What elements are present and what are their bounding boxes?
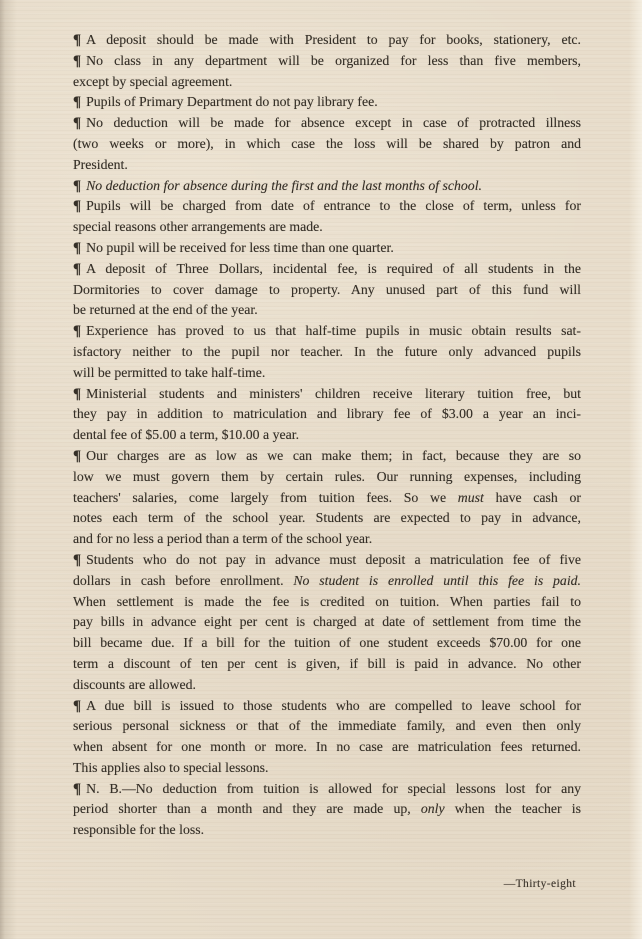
text-line bbox=[73, 550, 581, 571]
text-run: will be permitted to take half-time. bbox=[73, 364, 266, 380]
pilcrow-icon: ¶ bbox=[73, 177, 82, 194]
paragraph bbox=[73, 51, 581, 93]
paragraph bbox=[73, 321, 581, 383]
text-line bbox=[73, 633, 581, 654]
pilcrow-icon: ¶ bbox=[73, 260, 82, 277]
text-line bbox=[73, 134, 581, 155]
text-line bbox=[73, 92, 581, 113]
text-run: Experience has proved to us that half-time pupils in music obtain results sat- bbox=[86, 323, 581, 339]
text-run: Students who do not pay in advance must deposit a matriculation fee of five bbox=[86, 551, 581, 567]
text-run: serious personal sickness or that of the immediate family, and even then only bbox=[73, 718, 581, 734]
text-run: responsible for the loss. bbox=[73, 822, 205, 838]
text-line bbox=[73, 592, 581, 613]
text-line bbox=[73, 654, 581, 675]
text-line bbox=[73, 508, 581, 529]
text-run: dollars in cash before enrollment. bbox=[73, 572, 294, 588]
text-run: No class in any department will be organized for less than five members, bbox=[86, 52, 581, 68]
text-run: No deduction for absence during the first and the last months of school. bbox=[86, 177, 482, 193]
text-run: notes each term of the school year. Students are expected to pay in advance, bbox=[73, 510, 581, 526]
pilcrow-icon: ¶ bbox=[73, 697, 82, 714]
text-run: be returned at the end of the year. bbox=[73, 302, 258, 318]
text-run: bill became due. If a bill for the tuition of one student exceeds $70.00 for one bbox=[73, 635, 581, 651]
text-line bbox=[73, 259, 581, 280]
text-run: discounts are allowed. bbox=[73, 676, 196, 692]
text-line bbox=[73, 467, 581, 488]
text-run: pay bills in advance eight per cent is charged at date of settlement from time the bbox=[73, 614, 581, 630]
text-run: have cash or bbox=[483, 489, 581, 505]
text-run: A deposit should be made with President to pay for books, stationery, etc. bbox=[86, 32, 581, 47]
text-line bbox=[73, 779, 581, 800]
text-line bbox=[73, 155, 581, 176]
paragraph bbox=[73, 176, 581, 197]
text-run: Ministerial students and ministers' children receive literary tuition free, but bbox=[86, 385, 581, 401]
text-run: When settlement is made the fee is credited on tuition. When parties fail to bbox=[73, 593, 581, 609]
text-line bbox=[73, 820, 581, 841]
text-run: No pupil will be received for less time than one quarter. bbox=[86, 239, 394, 255]
pilcrow-icon: ¶ bbox=[73, 780, 82, 797]
text-run: President. bbox=[73, 156, 128, 172]
text-line bbox=[73, 113, 581, 134]
text-line bbox=[73, 799, 581, 820]
pilcrow-icon: ¶ bbox=[73, 551, 82, 568]
text-run: A due bill is issued to those students who are compelled to leave school for bbox=[86, 697, 581, 713]
pilcrow-icon: ¶ bbox=[73, 239, 82, 256]
text-line bbox=[73, 488, 581, 509]
text-run: Our charges are as low as we can make them; in fact, because they are so bbox=[86, 447, 581, 463]
paragraph bbox=[73, 779, 581, 841]
text-line bbox=[73, 758, 581, 779]
text-line bbox=[73, 51, 581, 72]
text-line bbox=[73, 321, 581, 342]
text-line bbox=[73, 446, 581, 467]
text-line bbox=[73, 72, 581, 93]
pilcrow-icon: ¶ bbox=[73, 115, 82, 132]
text-line bbox=[73, 737, 581, 758]
paragraph bbox=[73, 92, 581, 113]
paragraph bbox=[73, 259, 581, 321]
text-run: must bbox=[457, 489, 484, 505]
page-body bbox=[73, 30, 581, 841]
text-run: This applies also to special lessons. bbox=[73, 759, 269, 775]
text-line bbox=[73, 696, 581, 717]
text-line bbox=[73, 529, 581, 550]
text-run: and for no less a period than a term of the school year. bbox=[73, 531, 373, 547]
text-run: when absent for one month or more. In no case are matriculation fees returned. bbox=[73, 739, 581, 755]
text-line bbox=[73, 176, 581, 197]
text-run: Pupils of Primary Department do not pay library fee. bbox=[86, 94, 378, 110]
text-run: they pay in addition to matriculation and library fee of $3.00 a year an inci- bbox=[73, 406, 581, 422]
text-line bbox=[73, 363, 581, 384]
text-run: No deduction will be made for absence except in case of protracted illness bbox=[86, 115, 581, 131]
text-run: isfactory neither to the pupil nor teacher. In the future only advanced pupils bbox=[73, 343, 581, 359]
pilcrow-icon: ¶ bbox=[73, 385, 82, 402]
page-number: —Thirty-eight bbox=[503, 878, 576, 890]
text-run: N. B.—No deduction from tuition is allowed for special lessons lost for any bbox=[86, 780, 581, 796]
text-run: A deposit of Three Dollars, incidental fee, is required of all students in the bbox=[86, 260, 581, 276]
text-line bbox=[73, 571, 581, 592]
paragraph bbox=[73, 238, 581, 259]
paragraph bbox=[73, 446, 581, 550]
text-line bbox=[73, 238, 581, 259]
text-run: teachers' salaries, come largely from tuition fees. So we bbox=[73, 489, 458, 505]
text-run: No student is enrolled until this fee is paid. bbox=[293, 572, 581, 588]
text-run: dental fee of $5.00 a term, $10.00 a year. bbox=[73, 427, 300, 443]
text-line bbox=[73, 716, 581, 737]
paragraph bbox=[73, 113, 581, 175]
text-line bbox=[73, 342, 581, 363]
text-run: special reasons other arrangements are made. bbox=[73, 219, 323, 235]
text-line bbox=[73, 217, 581, 238]
text-run: term a discount of ten per cent is given, if bill is paid in advance. No other bbox=[73, 655, 581, 671]
text-run: Dormitories to cover damage to property. Any unused part of this fund will bbox=[73, 281, 581, 297]
text-run: low we must govern them by certain rules. Our running expenses, including bbox=[73, 468, 581, 484]
pilcrow-icon: ¶ bbox=[73, 32, 82, 48]
text-line bbox=[73, 404, 581, 425]
text-line bbox=[73, 300, 581, 321]
text-run: when the teacher is bbox=[444, 801, 581, 817]
text-run: except by special agreement. bbox=[73, 73, 233, 89]
pilcrow-icon: ¶ bbox=[73, 198, 82, 215]
text-run: period shorter than a month and they are made up, bbox=[73, 801, 421, 817]
text-line bbox=[73, 612, 581, 633]
text-run: Pupils will be charged from date of entrance to the close of term, unless for bbox=[86, 198, 581, 214]
text-line bbox=[73, 196, 581, 217]
pilcrow-icon: ¶ bbox=[73, 447, 82, 464]
text-line bbox=[73, 425, 581, 446]
text-line bbox=[73, 30, 581, 51]
text-run: (two weeks or more), in which case the loss will be shared by patron and bbox=[73, 135, 581, 151]
text-run: only bbox=[420, 801, 445, 817]
paragraph bbox=[73, 30, 581, 51]
paragraph bbox=[73, 384, 581, 446]
paragraph bbox=[73, 550, 581, 696]
pilcrow-icon: ¶ bbox=[73, 94, 82, 111]
pilcrow-icon: ¶ bbox=[73, 52, 82, 69]
text-line bbox=[73, 280, 581, 301]
paragraph bbox=[73, 696, 581, 779]
paragraph bbox=[73, 196, 581, 238]
text-line bbox=[73, 384, 581, 405]
pilcrow-icon: ¶ bbox=[73, 323, 82, 340]
text-line bbox=[73, 675, 581, 696]
